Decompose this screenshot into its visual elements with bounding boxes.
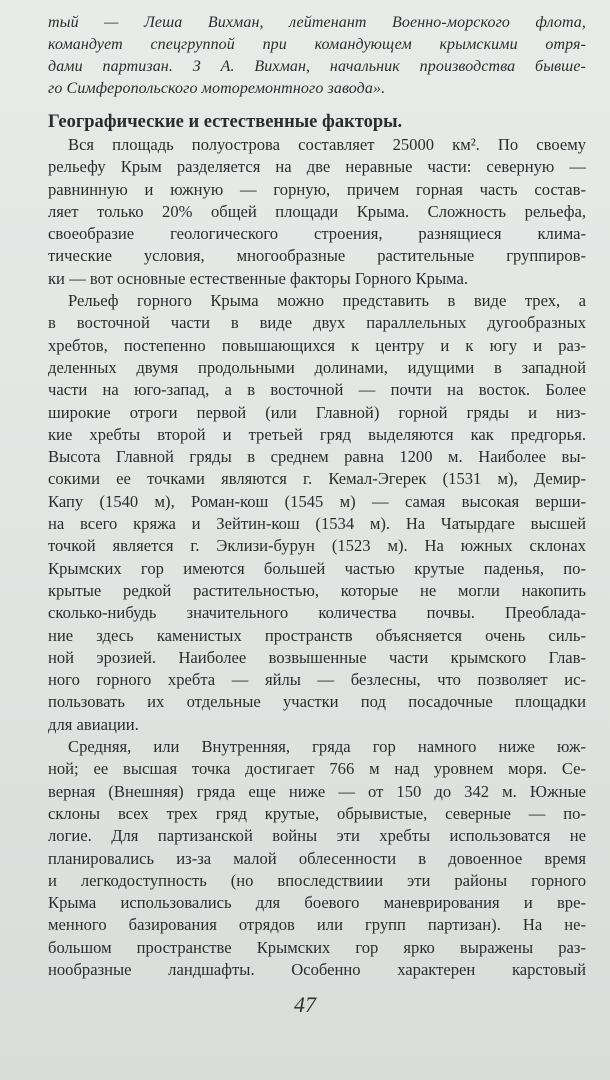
text-line: склоны всех трех гряд крутые, обрывистые, северные — по- (48, 803, 586, 823)
text-line: и легкодоступность (но впоследствиии эти районы горного (48, 870, 586, 890)
text-line: равнинную и южную — горную, причем горная часть состав- (48, 179, 586, 199)
text-line: ной; ее высшая точка достигает 766 м над уровнем моря. Се- (48, 759, 586, 779)
text-line: го Симферопольского моторемонтного завода». (48, 80, 386, 97)
text-line: Крыма использовались для боевого маневрирования и вре- (48, 893, 586, 913)
text-line: деленных двумя продольными долинами, идущими в западной (48, 357, 586, 377)
text-line: ки — вот основные естественные факторы Горного Крыма. (48, 268, 469, 288)
text-line: для авиации. (48, 714, 139, 734)
paragraph-2 (48, 290, 586, 736)
text-line: на всего кряжа и Зейтин-кош (1534 м). На Чатырдаге высшей (48, 514, 586, 534)
text-line: ной эрозией. Наиболее возвышенные части крымского Глав- (48, 647, 586, 667)
text-line: логие. Для партизанской войны эти хребты использоватся не (48, 826, 586, 846)
text-line: планировались из-за малой облесенности в довоенное время (48, 848, 586, 868)
text-line: Рельеф горного Крыма можно представить в виде трех, а (68, 291, 586, 311)
text-line: широкие отроги первой (или Главной) горной гряды и низ- (48, 402, 586, 422)
paragraph-1 (48, 134, 586, 290)
text-line: ляет только 20% общей площади Крыма. Сложность рельефа, (48, 201, 586, 221)
text-line: крытые редкой растительностью, которые не могли накопить (48, 580, 586, 600)
text-line: пользовать их отдельные участки под посадочные площадки (48, 692, 586, 712)
text-line: тические условия, многообразные растительные группиров- (48, 246, 586, 266)
text-line: большом пространстве Крымских гор ярко выражены раз- (48, 937, 586, 957)
text-line: ного горного хребта — яйлы — безлесны, что позволяет ис- (48, 670, 586, 690)
text-line: сколько-нибудь значительного количества почвы. Преоблада- (48, 603, 586, 623)
text-line: сокими ее точками являются г. Кемал-Эгерек (1531 м), Демир- (48, 469, 586, 489)
text-line: Средняя, или Внутренняя, гряда гор намного ниже юж- (68, 737, 586, 757)
text-line: Высота Главной гряды в среднем равна 1200 м. Наиболее вы- (48, 447, 586, 467)
text-line: менного базирования отрядов или групп партизан). На не- (48, 915, 586, 935)
text-line: верная (Внешняя) гряда еще ниже — от 150 до 342 м. Южные (48, 781, 586, 801)
text-line: хребтов, постепенно повышающихся к центру и к югу и раз- (48, 335, 586, 355)
text-line: нообразные ландшафты. Особенно характерен карстовый (48, 959, 586, 979)
text-line: Вся площадь полуострова составляет 25000 км². По своему (68, 135, 586, 154)
section-heading: Географические и естественные факторы. (48, 112, 403, 132)
text-line: ние здесь каменистых пространств объясняется очень силь- (48, 625, 586, 645)
text-line: дами партизан. З А. Вихман, начальник производства бывше- (48, 58, 586, 75)
text-line: точкой является г. Эклизи-бурун (1523 м). На южных склонах (48, 536, 586, 556)
text-line: рельефу Крым разделяется на две неравные части: северную — (48, 157, 586, 177)
text-line: кие хребты второй и третьей гряд выделяются как предгорья. (48, 424, 586, 444)
text-line: части на юго-запад, а в восточной — почти на восток. Более (48, 380, 586, 400)
paragraph-3 (48, 736, 586, 981)
text-line: командует спецгруппой при командующем крымскими отря- (48, 36, 586, 53)
text-line: в восточной части в виде двух параллельных дугообразных (48, 313, 586, 333)
page-number: 47 (294, 992, 316, 1017)
text-line: своеобразие геологического строения, разнящиеся клима- (48, 224, 586, 244)
quote-block (48, 12, 586, 100)
text-line: Крымских гор имеются большей частью крутые паденья, по- (48, 558, 586, 578)
text-line: тый — Леша Вихман, лейтенант Военно-морского флота, (48, 14, 586, 31)
text-line: Капу (1540 м), Роман-кош (1545 м) — самая высокая верши- (48, 491, 586, 511)
